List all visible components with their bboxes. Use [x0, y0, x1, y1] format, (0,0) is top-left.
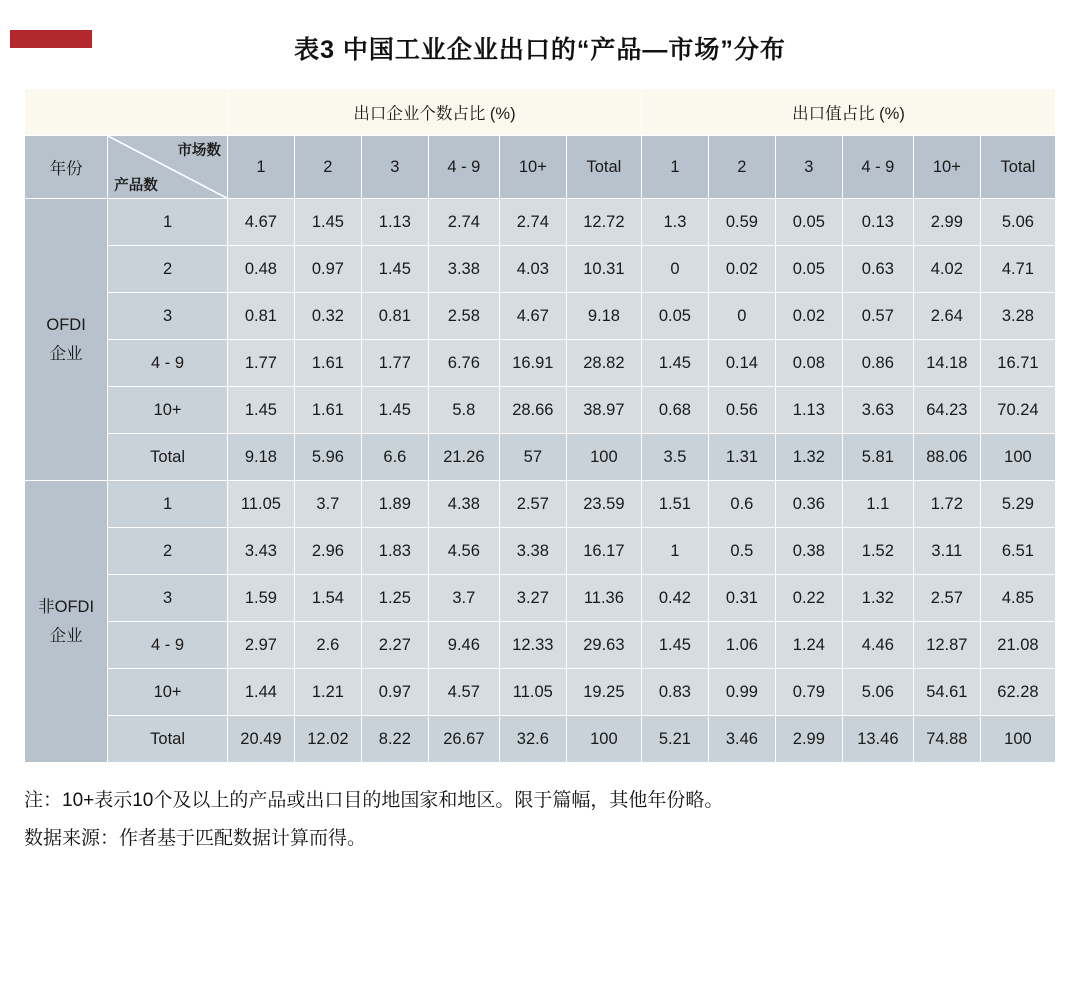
cell: 0.02 — [775, 293, 842, 340]
cell: 100 — [980, 716, 1055, 763]
table-row — [25, 528, 1056, 575]
cell: 2.57 — [499, 481, 566, 528]
cell: 3.43 — [227, 528, 294, 575]
band-header-firm-count: 出口企业个数占比 (%) — [227, 89, 641, 136]
table-row — [25, 575, 1056, 622]
cell: 1.31 — [708, 434, 775, 481]
cell: 9.46 — [428, 622, 499, 669]
cell: 4.38 — [428, 481, 499, 528]
cell: 2.74 — [428, 199, 499, 246]
cell: 100 — [566, 716, 641, 763]
product-count-label: 产品数 — [114, 178, 158, 194]
cell: 2.96 — [294, 528, 361, 575]
row-label: Total — [108, 716, 228, 763]
cell: 3.7 — [294, 481, 361, 528]
cell: 1.61 — [294, 387, 361, 434]
cell: 21.26 — [428, 434, 499, 481]
market-count-label: 市场数 — [177, 143, 221, 159]
col-header-value-2: 2 — [708, 136, 775, 199]
group-label-line2: 企业 — [49, 626, 83, 645]
cell: 0.57 — [842, 293, 913, 340]
cell: 0.86 — [842, 340, 913, 387]
table-title: 表3 中国工业企业出口的“产品—市场”分布 — [294, 36, 786, 64]
cell: 2.27 — [361, 622, 428, 669]
cell: 54.61 — [913, 669, 980, 716]
cell: 0.6 — [708, 481, 775, 528]
cell: 16.91 — [499, 340, 566, 387]
cell: 29.63 — [566, 622, 641, 669]
cell: 3.38 — [428, 246, 499, 293]
cell: 0.31 — [708, 575, 775, 622]
cell: 0.05 — [641, 293, 708, 340]
cell: 74.88 — [913, 716, 980, 763]
row-label: 3 — [108, 575, 228, 622]
cell: 0.68 — [641, 387, 708, 434]
cell: 4.67 — [499, 293, 566, 340]
cell: 64.23 — [913, 387, 980, 434]
band-header-row — [25, 89, 1056, 136]
cell: 21.08 — [980, 622, 1055, 669]
col-header-value-total: Total — [980, 136, 1055, 199]
cell: 38.97 — [566, 387, 641, 434]
col-header-count-10plus: 10+ — [499, 136, 566, 199]
cell: 4.02 — [913, 246, 980, 293]
cell: 1.45 — [294, 199, 361, 246]
cell: 0.02 — [708, 246, 775, 293]
col-header-count-3: 3 — [361, 136, 428, 199]
cell: 1.72 — [913, 481, 980, 528]
cell: 5.29 — [980, 481, 1055, 528]
cell: 57 — [499, 434, 566, 481]
cell: 0.81 — [227, 293, 294, 340]
cell: 5.8 — [428, 387, 499, 434]
table-notes — [24, 783, 1056, 857]
cell: 2.64 — [913, 293, 980, 340]
cell: 3.38 — [499, 528, 566, 575]
cell: 0.36 — [775, 481, 842, 528]
document-page — [0, 30, 1080, 857]
row-label: 2 — [108, 246, 228, 293]
cell: 0.05 — [775, 199, 842, 246]
row-label: Total — [108, 434, 228, 481]
table-row — [25, 622, 1056, 669]
band-header-export-value: 出口值占比 (%) — [641, 89, 1055, 136]
cell: 1.77 — [361, 340, 428, 387]
cell: 0 — [641, 246, 708, 293]
cell: 10.31 — [566, 246, 641, 293]
cell: 19.25 — [566, 669, 641, 716]
cell: 1.83 — [361, 528, 428, 575]
cell: 0.22 — [775, 575, 842, 622]
cell: 1.44 — [227, 669, 294, 716]
cell: 2.6 — [294, 622, 361, 669]
table-row — [25, 293, 1056, 340]
cell: 4.71 — [980, 246, 1055, 293]
cell: 0.05 — [775, 246, 842, 293]
cell: 5.81 — [842, 434, 913, 481]
cell: 16.17 — [566, 528, 641, 575]
cell: 20.49 — [227, 716, 294, 763]
col-header-value-1: 1 — [641, 136, 708, 199]
band-header-spacer — [25, 89, 228, 136]
cell: 3.28 — [980, 293, 1055, 340]
cell: 3.5 — [641, 434, 708, 481]
cell: 1.52 — [842, 528, 913, 575]
market-product-corner-cell — [108, 136, 228, 199]
table-row — [25, 669, 1056, 716]
cell: 32.6 — [499, 716, 566, 763]
row-label: 10+ — [108, 669, 228, 716]
cell: 0.81 — [361, 293, 428, 340]
table-header — [25, 89, 1056, 199]
table-row — [25, 481, 1056, 528]
cell: 0.79 — [775, 669, 842, 716]
cell: 4.56 — [428, 528, 499, 575]
cell: 1.13 — [775, 387, 842, 434]
cell: 0.5 — [708, 528, 775, 575]
cell: 2.57 — [913, 575, 980, 622]
cell: 1.45 — [641, 622, 708, 669]
table-row — [25, 387, 1056, 434]
cell: 3.46 — [708, 716, 775, 763]
cell: 1.13 — [361, 199, 428, 246]
cell: 100 — [980, 434, 1055, 481]
cell: 0.42 — [641, 575, 708, 622]
cell: 23.59 — [566, 481, 641, 528]
cell: 1.25 — [361, 575, 428, 622]
cell: 1.45 — [361, 387, 428, 434]
cell: 14.18 — [913, 340, 980, 387]
cell: 13.46 — [842, 716, 913, 763]
table-row — [25, 246, 1056, 293]
row-label: 10+ — [108, 387, 228, 434]
cell: 6.51 — [980, 528, 1055, 575]
group-label-line1: OFDI — [46, 316, 86, 335]
cell: 9.18 — [566, 293, 641, 340]
cell: 28.66 — [499, 387, 566, 434]
col-header-count-1: 1 — [227, 136, 294, 199]
column-header-row — [25, 136, 1056, 199]
cell: 0.56 — [708, 387, 775, 434]
cell: 62.28 — [980, 669, 1055, 716]
cell: 2.74 — [499, 199, 566, 246]
cell: 8.22 — [361, 716, 428, 763]
cell: 100 — [566, 434, 641, 481]
table-row — [25, 199, 1056, 246]
cell: 1.3 — [641, 199, 708, 246]
group-label-non-ofdi — [25, 481, 108, 763]
cell: 3.27 — [499, 575, 566, 622]
cell: 12.72 — [566, 199, 641, 246]
distribution-table — [24, 88, 1056, 763]
cell: 6.6 — [361, 434, 428, 481]
note-line-2: 数据来源：作者基于匹配数据计算而得。 — [24, 828, 367, 850]
cell: 0.83 — [641, 669, 708, 716]
cell: 2.99 — [775, 716, 842, 763]
cell: 11.05 — [499, 669, 566, 716]
cell: 70.24 — [980, 387, 1055, 434]
cell: 1.45 — [227, 387, 294, 434]
cell: 9.18 — [227, 434, 294, 481]
cell: 1.32 — [775, 434, 842, 481]
cell: 1.21 — [294, 669, 361, 716]
cell: 1.51 — [641, 481, 708, 528]
cell: 1.59 — [227, 575, 294, 622]
cell: 1.77 — [227, 340, 294, 387]
cell: 12.02 — [294, 716, 361, 763]
cell: 0.38 — [775, 528, 842, 575]
cell: 0.59 — [708, 199, 775, 246]
table-row — [25, 340, 1056, 387]
col-header-value-4-9: 4 - 9 — [842, 136, 913, 199]
table-row-total — [25, 716, 1056, 763]
row-label: 1 — [108, 199, 228, 246]
cell: 11.36 — [566, 575, 641, 622]
cell: 0 — [708, 293, 775, 340]
row-label: 3 — [108, 293, 228, 340]
cell: 0.99 — [708, 669, 775, 716]
cell: 28.82 — [566, 340, 641, 387]
col-header-count-2: 2 — [294, 136, 361, 199]
decorative-corner-mark — [10, 30, 92, 48]
cell: 0.13 — [842, 199, 913, 246]
cell: 3.11 — [913, 528, 980, 575]
cell: 0.48 — [227, 246, 294, 293]
cell: 88.06 — [913, 434, 980, 481]
row-label: 2 — [108, 528, 228, 575]
cell: 0.97 — [294, 246, 361, 293]
col-header-count-4-9: 4 - 9 — [428, 136, 499, 199]
cell: 1.45 — [361, 246, 428, 293]
group-label-line2: 企业 — [49, 344, 83, 363]
table-row-total — [25, 434, 1056, 481]
col-header-value-3: 3 — [775, 136, 842, 199]
cell: 0.08 — [775, 340, 842, 387]
cell: 1 — [641, 528, 708, 575]
cell: 4.85 — [980, 575, 1055, 622]
cell: 2.99 — [913, 199, 980, 246]
col-header-value-10plus: 10+ — [913, 136, 980, 199]
cell: 12.33 — [499, 622, 566, 669]
cell: 1.32 — [842, 575, 913, 622]
cell: 6.76 — [428, 340, 499, 387]
row-label: 4 - 9 — [108, 340, 228, 387]
cell: 12.87 — [913, 622, 980, 669]
cell: 5.21 — [641, 716, 708, 763]
cell: 0.14 — [708, 340, 775, 387]
cell: 4.03 — [499, 246, 566, 293]
col-header-count-total: Total — [566, 136, 641, 199]
cell: 5.96 — [294, 434, 361, 481]
cell: 1.24 — [775, 622, 842, 669]
cell: 0.63 — [842, 246, 913, 293]
cell: 1.61 — [294, 340, 361, 387]
cell: 4.46 — [842, 622, 913, 669]
cell: 2.58 — [428, 293, 499, 340]
row-label: 4 - 9 — [108, 622, 228, 669]
cell: 5.06 — [980, 199, 1055, 246]
cell: 4.57 — [428, 669, 499, 716]
cell: 16.71 — [980, 340, 1055, 387]
cell: 1.89 — [361, 481, 428, 528]
cell: 3.63 — [842, 387, 913, 434]
cell: 1.54 — [294, 575, 361, 622]
cell: 0.97 — [361, 669, 428, 716]
cell: 1.45 — [641, 340, 708, 387]
cell: 2.97 — [227, 622, 294, 669]
note-line-1: 注：10+表示10个及以上的产品或出口目的地国家和地区。限于篇幅，其他年份略。 — [24, 790, 724, 811]
cell: 3.7 — [428, 575, 499, 622]
cell: 1.1 — [842, 481, 913, 528]
cell: 0.32 — [294, 293, 361, 340]
cell: 4.67 — [227, 199, 294, 246]
cell: 11.05 — [227, 481, 294, 528]
row-label: 1 — [108, 481, 228, 528]
table-body — [25, 199, 1056, 763]
group-label-line1: 非OFDI — [38, 598, 95, 617]
cell: 1.06 — [708, 622, 775, 669]
year-header: 年份 — [25, 136, 108, 199]
cell: 5.06 — [842, 669, 913, 716]
group-label-ofdi — [25, 199, 108, 481]
cell: 26.67 — [428, 716, 499, 763]
